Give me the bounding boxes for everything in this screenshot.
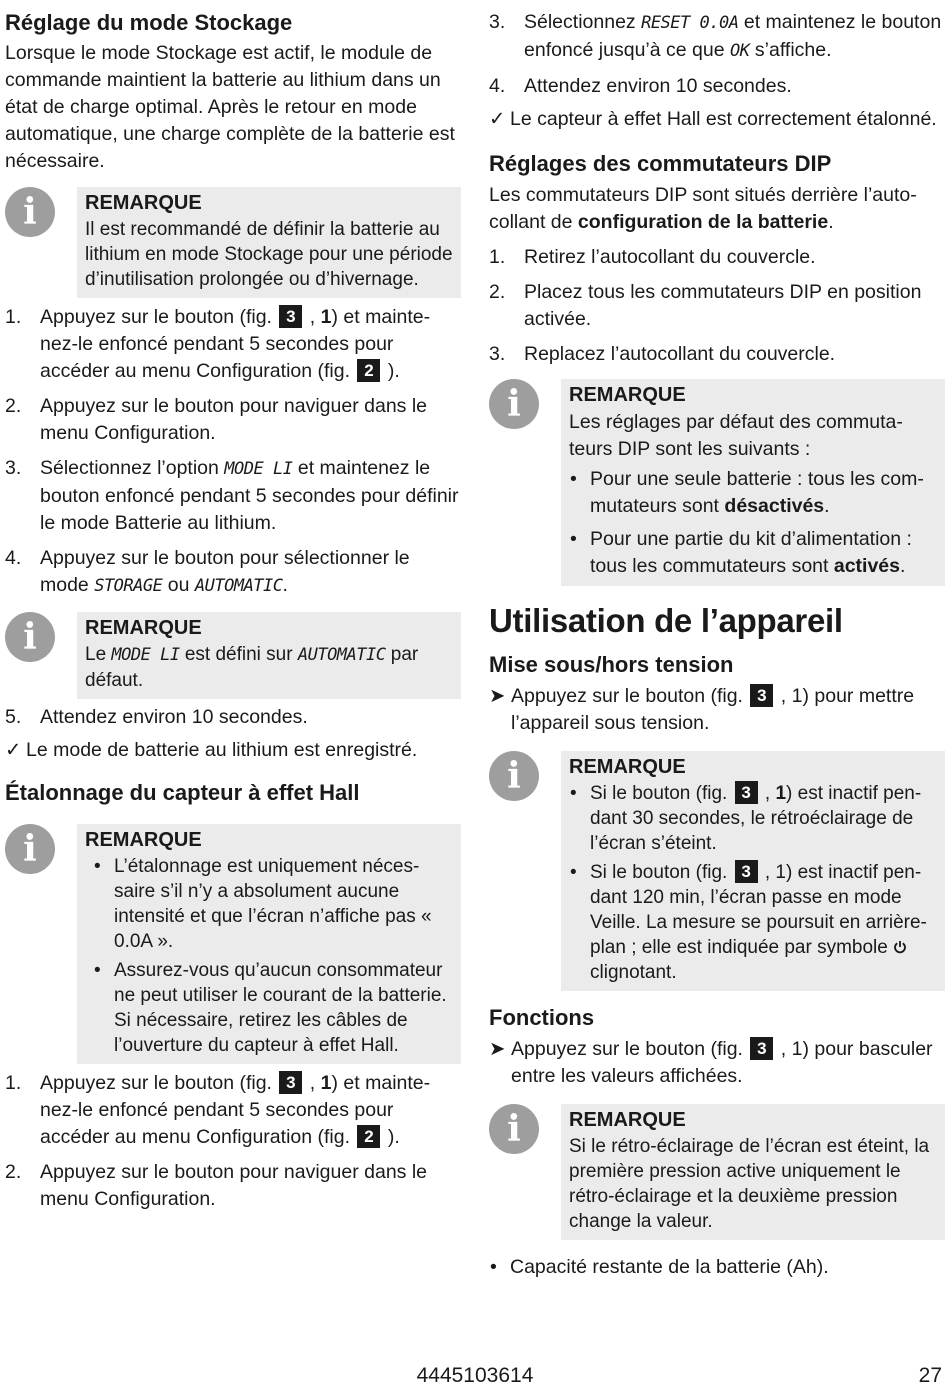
hall-steps	[5, 1070, 461, 1213]
note-title: REMARQUE	[85, 617, 202, 639]
figure-ref-2: 2	[357, 1125, 380, 1148]
note-text: Le MODE LI est défini sur AUTOMATIC par défaut.	[85, 644, 419, 691]
note-bullets	[93, 854, 453, 1058]
lcd-text: STORAGE	[94, 576, 163, 596]
list-item: • Pour une seule batterie : tous les commutateurs sont désactivés.	[570, 468, 924, 517]
figure-ref-3: 3	[279, 1071, 302, 1094]
info-icon: i	[489, 1104, 539, 1154]
list-item: • Si le bouton (fig. 3 , 1) est inactif pendant 120 min, l’écran passe en mode Veille. La mesure se poursuit en arrière-plan ; elle est indiquée par symbole clignotant.	[570, 862, 927, 983]
arrow-icon: ➤	[489, 1038, 506, 1060]
note-mode-default	[5, 612, 461, 699]
list-item: 3. Replacez l’autocollant du couvercle.	[489, 343, 836, 365]
lcd-text: MODE LI	[224, 459, 293, 479]
list-item: • Pour une partie du kit d’alimentation : tous les commutateurs sont activés.	[570, 528, 912, 577]
list-item: • Si le bouton (fig. 3 , 1) est inactif pendant 30 secondes, le rétroéclairage de l’écran s’éteint.	[570, 783, 922, 854]
arrow-icon: ➤	[489, 685, 506, 707]
function-values-list	[489, 1254, 945, 1281]
list-item: 3. Sélectionnez RESET 0.0A et maintenez le bouton enfoncé jusqu’à ce que OK s’affiche.	[489, 11, 942, 61]
section-title-hall: Étalonnage du capteur à effet Hall	[5, 780, 360, 805]
list-item: • Assurez-vous qu’aucun consommateur ne peut utiliser le courant de la batterie. Si nécessaire, retirez les câbles de l’ouverture du capteur à effet Hall.	[94, 960, 447, 1056]
section-title-dip: Réglages des commutateurs DIP	[489, 151, 832, 176]
check-icon: ✓	[5, 739, 22, 761]
note-bullets	[569, 781, 937, 985]
figure-ref-3: 3	[750, 684, 773, 707]
power-icon	[893, 940, 907, 954]
list-item: 5. Attendez environ 10 secondes.	[5, 706, 308, 728]
figure-ref-2: 2	[357, 359, 380, 382]
figure-ref-3: 3	[279, 305, 302, 328]
figure-ref-3: 3	[735, 860, 758, 883]
lcd-text: RESET 0.0A	[641, 13, 739, 33]
note-second-press	[489, 1104, 945, 1240]
list-item: 2. Appuyez sur le bouton pour naviguer dans le menu Configuration.	[5, 395, 428, 444]
chapter-title-usage: Utilisation de l’appareil	[489, 602, 843, 639]
page-number: 27	[918, 1364, 942, 1387]
list-item: • Capacité restante de la batterie (Ah).	[490, 1256, 829, 1278]
note-storage	[5, 187, 461, 298]
hall-steps-cont	[489, 9, 945, 100]
note-title: REMARQUE	[85, 192, 202, 214]
info-icon: i	[5, 612, 55, 662]
left-column	[5, 0, 461, 1213]
document-code: 4445103614	[416, 1364, 534, 1387]
storage-steps	[5, 304, 461, 600]
note-text: Les réglages par défaut des commutateurs DIP sont les suivants :	[569, 411, 903, 460]
section-title-power: Mise sous/hors tension	[489, 652, 734, 677]
list-item: 4. Attendez environ 10 secondes.	[489, 75, 792, 97]
note-title: REMARQUE	[569, 1109, 686, 1131]
note-hall	[5, 824, 461, 1064]
list-item: 3. Sélectionnez l’option MODE LI et maintenez le bouton enfoncé pendant 5 secondes pour définir le mode Batterie au lithium.	[5, 457, 459, 534]
list-item: 1. Retirez l’autocollant du couvercle.	[489, 246, 816, 268]
list-item: • L’étalonnage est uniquement nécessaire s’il n’y a absolument aucune intensité et que l’écran n’affiche pas « 0.0A ».	[94, 856, 432, 952]
dip-steps	[489, 244, 945, 368]
info-icon: i	[489, 751, 539, 801]
note-bullets	[569, 466, 937, 580]
check-icon: ✓	[489, 108, 506, 130]
note-text: Si le rétro-éclairage de l’écran est éteint, la première pression active uniquement le rétro-éclairage et la deuxième pression change la valeur.	[569, 1136, 930, 1232]
section-title-storage: Réglage du mode Stockage	[5, 10, 293, 35]
figure-ref-3: 3	[735, 781, 758, 804]
action-line: ➤ Appuyez sur le bouton (fig. 3 , 1) pour basculer entre les valeurs affichées.	[489, 1038, 933, 1087]
info-icon: i	[5, 187, 55, 237]
result-line: ✓ Le capteur à effet Hall est correctement étalonné.	[489, 106, 945, 133]
dip-intro: Les commutateurs DIP sont situés derrière l’autocollant de configuration de la batterie.	[489, 184, 917, 233]
note-title: REMARQUE	[569, 384, 686, 406]
note-title: REMARQUE	[569, 756, 686, 778]
list-item: 2. Placez tous les commutateurs DIP en position activée.	[489, 281, 922, 330]
list-item: 2. Appuyez sur le bouton pour naviguer dans le menu Configuration.	[5, 1161, 428, 1210]
section-title-functions: Fonctions	[489, 1005, 595, 1030]
storage-intro: Lorsque le mode Stockage est actif, le module de commande maintient la batterie au lithium dans un état de charge optimal. Après le retour en mode automatique, une charge complète de la batterie est nécessaire.	[5, 42, 455, 172]
info-icon: i	[5, 824, 55, 874]
list-item: 4. Appuyez sur le bouton pour sélectionner le mode STORAGE ou AUTOMATIC.	[5, 547, 410, 596]
lcd-text: OK	[730, 41, 750, 61]
list-item: 1. Appuyez sur le bouton (fig. 3 , 1) et maintenez-le enfoncé pendant 5 secondes pour accéder au menu Configuration (fig. 2 ).	[5, 1072, 431, 1148]
storage-steps-end	[5, 704, 461, 731]
note-dip-defaults	[489, 379, 945, 586]
right-column	[489, 0, 945, 1281]
note-text: Il est recommandé de définir la batterie au lithium en mode Stockage pour une période d’inutilisation prolongée ou d’hivernage.	[85, 219, 453, 290]
figure-ref-3: 3	[750, 1037, 773, 1060]
list-item: 1. Appuyez sur le bouton (fig. 3 , 1) et maintenez-le enfoncé pendant 5 secondes pour accéder au menu Configuration (fig. 2 ).	[5, 306, 431, 382]
note-title: REMARQUE	[85, 829, 202, 851]
lcd-text: AUTOMATIC	[194, 576, 283, 596]
note-backlight	[489, 751, 945, 991]
info-icon: i	[489, 379, 539, 429]
result-line: ✓ Le mode de batterie au lithium est enregistré.	[5, 737, 461, 764]
action-line: ➤ Appuyez sur le bouton (fig. 3 , 1) pour mettre l’appareil sous tension.	[489, 685, 915, 734]
